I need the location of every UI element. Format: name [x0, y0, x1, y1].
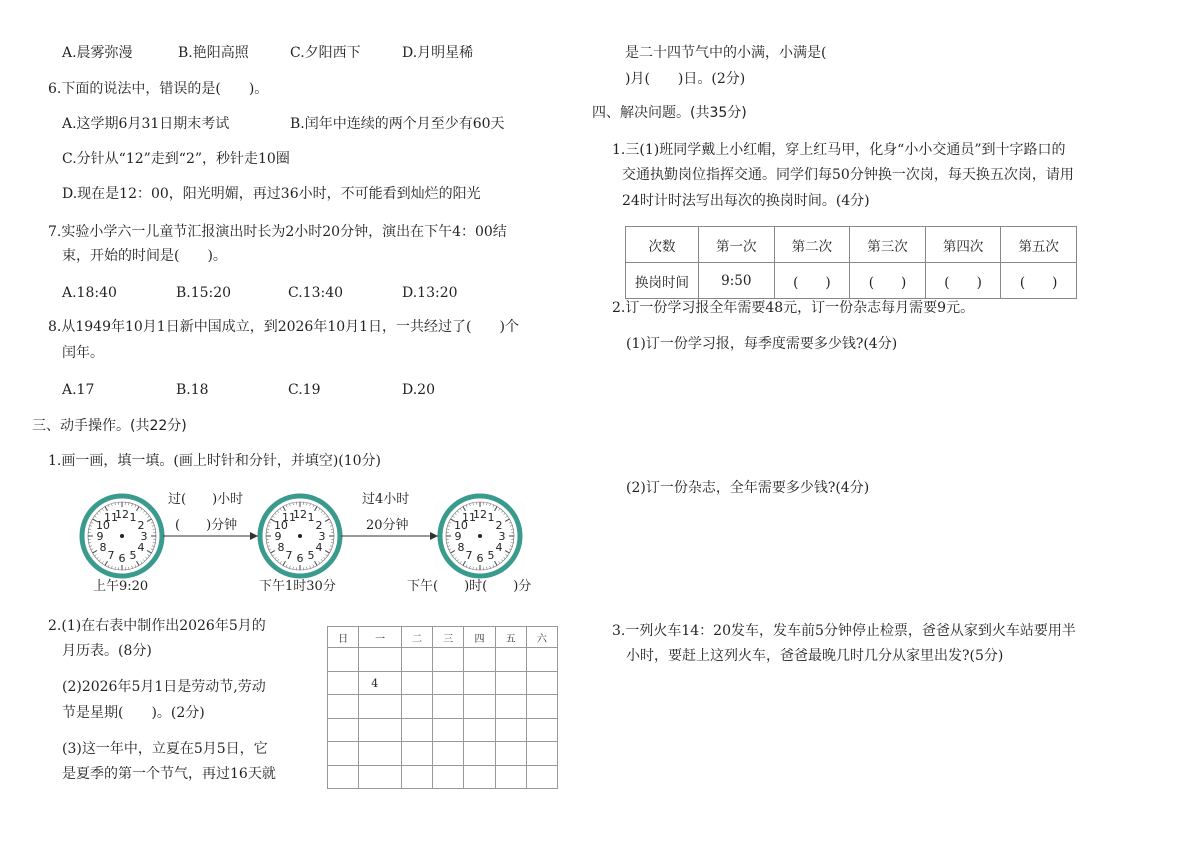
q8-option-d: D.20: [402, 382, 435, 398]
clock-1: [82, 496, 162, 576]
section-3-title: 三、动手操作。(共22分): [32, 418, 187, 434]
calendar-cell[interactable]: [526, 718, 557, 741]
q3-2-line5: (3)这一年中，立夏在5月5日，它: [62, 741, 268, 757]
clock-number: 4: [137, 541, 145, 554]
clock-number: 9: [96, 530, 104, 543]
clock-number: 3: [140, 530, 148, 543]
calendar-cell[interactable]: [402, 718, 433, 741]
calendar-cell[interactable]: [328, 742, 359, 765]
calendar-cell[interactable]: [526, 742, 557, 765]
clock-number: 10: [95, 519, 110, 532]
calendar-cell[interactable]: [433, 765, 464, 789]
q3-2-line3: (2)2026年5月1日是劳动节,劳动: [62, 679, 266, 695]
clock-center: [120, 534, 124, 538]
calendar-header: 二: [402, 627, 433, 648]
clock-number: 8: [277, 541, 285, 554]
q8-option-a: A.17: [62, 382, 95, 398]
schedule-header: 第四次: [925, 227, 1001, 263]
calendar-header-row: [328, 627, 558, 648]
clock-number: 12: [115, 508, 129, 521]
clock-number: 7: [107, 549, 115, 563]
q3-2-line2: 月历表。(8分): [62, 643, 152, 659]
calendar-cell[interactable]: [464, 718, 495, 741]
calendar-cell[interactable]: [464, 671, 495, 694]
clock-center: [298, 534, 302, 538]
calendar-header: 一: [359, 627, 402, 648]
arrow-2-bottom-label: 20分钟: [366, 518, 409, 533]
calendar-header: 五: [495, 627, 526, 648]
q4-3-line2: 小时，要赶上这列火车，爸爸最晚几时几分从家里出发?(5分): [626, 648, 1004, 664]
arrow-2-head: [430, 532, 438, 540]
calendar-header: 四: [464, 627, 495, 648]
q7-option-a: A.18:40: [62, 285, 117, 301]
arrow-1-head: [250, 532, 258, 540]
clock-number: 6: [296, 552, 304, 565]
calendar-cell[interactable]: [328, 718, 359, 741]
clock-diagram: [0, 0, 600, 600]
q3-2-continued-1: 是二十四节气中的小满，小满是(: [625, 45, 827, 61]
calendar-cell[interactable]: [359, 718, 402, 741]
q5-option-b: B.艳阳高照: [178, 45, 249, 61]
calendar-cell[interactable]: [359, 695, 402, 718]
q7-option-c: C.13:40: [288, 285, 344, 301]
calendar-cell[interactable]: [402, 648, 433, 671]
calendar-cell[interactable]: [495, 695, 526, 718]
calendar-cell[interactable]: [433, 718, 464, 741]
q7-option-d: D.13:20: [402, 285, 458, 301]
q5-option-a: A.晨雾弥漫: [62, 45, 133, 61]
clock-number: 3: [318, 530, 326, 543]
q4-2-stem: 2.订一份学习报全年需要48元，订一份杂志每月需要9元。: [612, 300, 975, 316]
calendar-cell[interactable]: [526, 765, 557, 789]
calendar-cell[interactable]: [464, 695, 495, 718]
q7-line1: 7.实验小学六一儿童节汇报演出时长为2小时20分钟，演出在下午4：00结: [48, 224, 507, 240]
calendar-cell[interactable]: [433, 695, 464, 718]
q4-2-sub2: (2)订一份杂志，全年需要多少钱?(4分): [626, 480, 870, 496]
schedule-data-row: [626, 263, 1077, 299]
arrow-2-top-label: 过4小时: [362, 492, 410, 507]
clock-number: 8: [99, 541, 107, 554]
schedule-cell-blank[interactable]: ( ): [1001, 263, 1077, 299]
q7-line2: 束，开始的时间是( )。: [62, 248, 227, 264]
schedule-cell-blank[interactable]: ( ): [774, 263, 850, 299]
clock-number: 5: [307, 549, 315, 563]
q4-1-line3: 24时计时法写出每次的换岗时间。(4分): [622, 193, 870, 209]
clock-3-label: 下午( )时( )分: [407, 579, 532, 594]
q7-option-b: B.15:20: [176, 285, 232, 301]
clock-number: 1: [487, 510, 495, 524]
calendar-cell[interactable]: [495, 648, 526, 671]
clock-number: 1: [129, 510, 137, 524]
clock-number: 11: [462, 510, 476, 524]
q6-option-d: D.现在是12：00，阳光明媚，再过36小时，不可能看到灿烂的阳光: [62, 186, 481, 202]
q3-2-line6: 是夏季的第一个节气，再过16天就: [62, 766, 276, 782]
calendar-cell[interactable]: [495, 742, 526, 765]
calendar-header: 六: [526, 627, 557, 648]
calendar-row: [328, 695, 558, 718]
clock-3: [440, 496, 520, 576]
clock-center: [478, 534, 482, 538]
q6-option-a: A.这学期6月31日期末考试: [62, 116, 230, 132]
q3-1-stem: 1.画一画，填一填。(画上时针和分针，并填空)(10分): [48, 453, 382, 469]
clock-number: 11: [104, 510, 118, 524]
q6-stem: 6.下面的说法中，错误的是( )。: [48, 81, 269, 97]
calendar-cell[interactable]: [359, 648, 402, 671]
calendar-cell[interactable]: [495, 718, 526, 741]
q8-option-c: C.19: [288, 382, 321, 398]
calendar-cell[interactable]: [495, 765, 526, 789]
clock-number: 5: [129, 549, 137, 563]
calendar-cell[interactable]: [328, 671, 359, 694]
calendar-cell[interactable]: [328, 765, 359, 789]
clock-number: 9: [454, 530, 462, 543]
calendar-cell[interactable]: [328, 648, 359, 671]
clock-1-label: 上午9:20: [93, 579, 149, 594]
schedule-header: 第三次: [850, 227, 926, 263]
schedule-header: 第一次: [699, 227, 775, 263]
calendar-row: [328, 671, 558, 694]
clock-number: 6: [476, 552, 484, 565]
calendar-cell[interactable]: [402, 671, 433, 694]
clock-number: 3: [498, 530, 506, 543]
section-4-title: 四、解决问题。(共35分): [592, 105, 747, 121]
calendar-cell[interactable]: [359, 765, 402, 789]
calendar-cell[interactable]: [495, 671, 526, 694]
calendar-header: 三: [433, 627, 464, 648]
clock-number: 2: [137, 519, 145, 532]
calendar-row: [328, 742, 558, 765]
calendar-cell[interactable]: [433, 742, 464, 765]
q5-option-c: C.夕阳西下: [290, 45, 361, 61]
calendar-cell[interactable]: [402, 742, 433, 765]
clock-2-label: 下午1时30分: [259, 579, 336, 594]
calendar-row: [328, 765, 558, 789]
calendar-cell[interactable]: [433, 648, 464, 671]
calendar-cell[interactable]: [433, 671, 464, 694]
q8-line2: 闰年。: [62, 345, 104, 361]
q3-2-line1: 2.(1)在右表中制作出2026年5月的: [48, 618, 266, 634]
clock-number: 12: [473, 508, 487, 521]
calendar-header: 日: [328, 627, 359, 648]
schedule-header: 第二次: [774, 227, 850, 263]
clock-number: 2: [315, 519, 323, 532]
schedule-cell: 9:50: [699, 263, 775, 299]
calendar-cell[interactable]: [526, 648, 557, 671]
calendar-cell-filled[interactable]: 4: [359, 671, 402, 694]
clock-number: 7: [285, 549, 293, 563]
clock-number: 10: [453, 519, 468, 532]
calendar-row: [328, 648, 558, 671]
q3-2-line4: 节是星期( )。(2分): [62, 705, 205, 721]
schedule-header-row: [626, 227, 1077, 263]
schedule-cell-blank[interactable]: ( ): [925, 263, 1001, 299]
q5-option-d: D.月明星稀: [402, 45, 474, 61]
clock-number: 11: [282, 510, 296, 524]
clock-number: 8: [457, 541, 465, 554]
schedule-header: 次数: [626, 227, 699, 263]
clock-number: 12: [293, 508, 307, 521]
clock-number: 4: [495, 541, 503, 554]
clock-number: 5: [487, 549, 495, 563]
schedule-header: 第五次: [1001, 227, 1077, 263]
q4-3-line1: 3.一列火车14：20发车，发车前5分钟停止检票，爸爸从家到火车站要用半: [612, 623, 1076, 639]
q6-option-c: C.分针从“12”走到“2”，秒针走10圈: [62, 151, 290, 167]
clock-number: 9: [274, 530, 282, 543]
arrow-1-bottom-label: ( )分钟: [175, 518, 238, 533]
calendar-cell[interactable]: [526, 671, 557, 694]
calendar-row: [328, 718, 558, 741]
calendar-cell[interactable]: [464, 765, 495, 789]
calendar-cell[interactable]: [402, 765, 433, 789]
clock-number: 1: [307, 510, 315, 524]
calendar-cell[interactable]: [464, 648, 495, 671]
calendar-cell[interactable]: [328, 695, 359, 718]
shift-schedule-table: [625, 226, 1077, 299]
calendar-table: [327, 626, 558, 789]
clock-number: 10: [273, 519, 288, 532]
clock-number: 6: [118, 552, 126, 565]
arrow-1-top-label: 过( )小时: [168, 492, 244, 507]
q4-2-sub1: (1)订一份学习报，每季度需要多少钱?(4分): [626, 336, 898, 352]
q3-2-continued-2: )月( )日。(2分): [625, 71, 746, 87]
schedule-cell-blank[interactable]: ( ): [850, 263, 926, 299]
q6-option-b: B.闰年中连续的两个月至少有60天: [290, 116, 505, 132]
calendar-cell[interactable]: [526, 695, 557, 718]
q8-option-b: B.18: [176, 382, 209, 398]
calendar-cell[interactable]: [359, 742, 402, 765]
clock-number: 7: [465, 549, 473, 563]
schedule-row-label: 换岗时间: [626, 263, 699, 299]
calendar-cell[interactable]: [464, 742, 495, 765]
clock-2: [260, 496, 340, 576]
calendar-cell[interactable]: [402, 695, 433, 718]
clock-number: 2: [495, 519, 503, 532]
q8-line1: 8.从1949年10月1日新中国成立，到2026年10月1日，一共经过了( )个: [48, 319, 519, 335]
q4-1-line1: 1.三(1)班同学戴上小红帽，穿上红马甲，化身“小小交通员”到十字路口的: [612, 142, 1066, 158]
q4-1-line2: 交通执勤岗位指挥交通。同学们每50分钟换一次岗，每天换五次岗，请用: [622, 167, 1074, 183]
clock-number: 4: [315, 541, 323, 554]
